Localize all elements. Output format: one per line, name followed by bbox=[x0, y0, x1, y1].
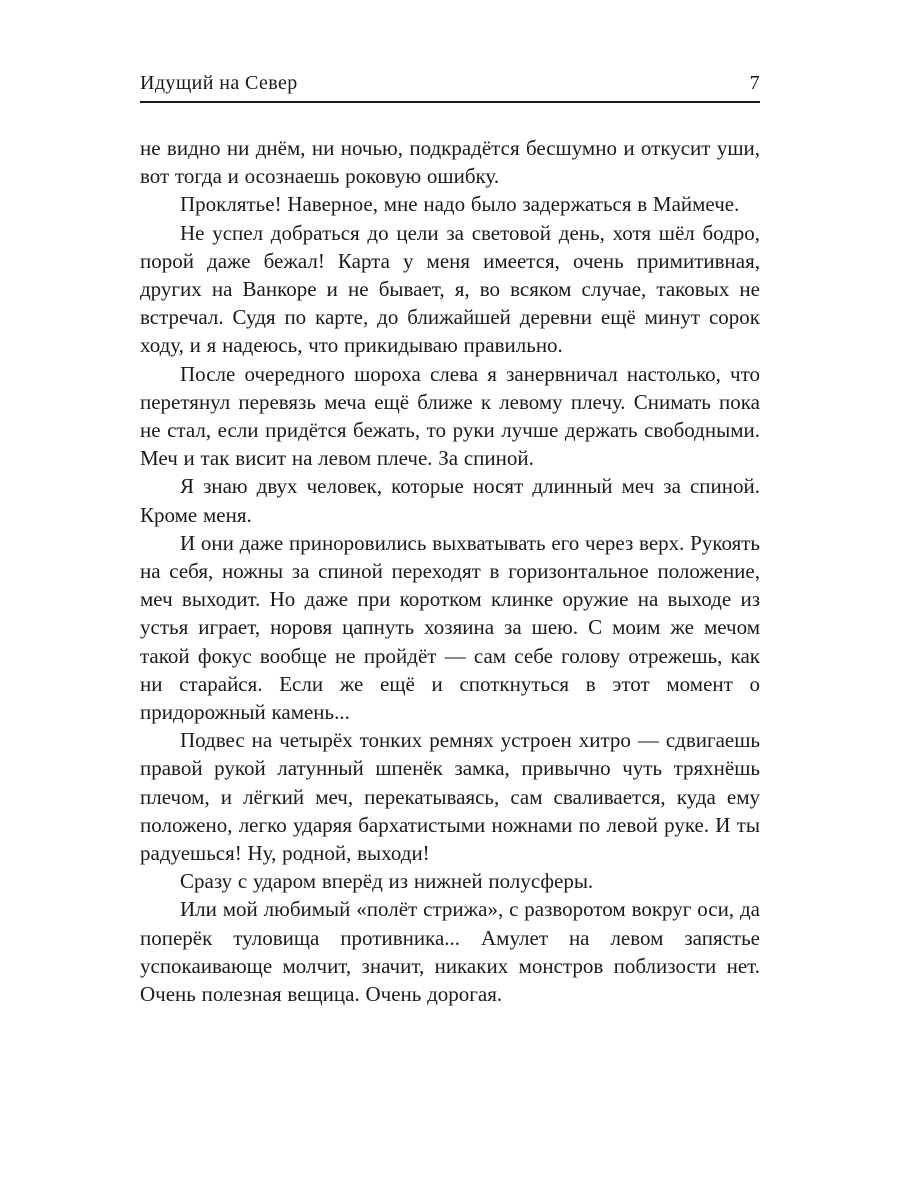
page-number: 7 bbox=[749, 72, 760, 94]
running-title: Идущий на Север bbox=[140, 72, 298, 94]
paragraph: Или мой любимый «полёт стрижа», с разворотом вокруг оси, да поперёк туловища противника... Амулет на левом запястье успокаивающе молчит, значит, никаких монстров поблизости нет. Очень полезная вещица. Очень дорогая. bbox=[140, 897, 760, 1007]
paragraph: не видно ни днём, ни ночью, подкрадётся бесшумно и откусит уши, вот тогда и осознаешь роковую ошибку. bbox=[140, 136, 760, 189]
paragraph: Проклятье! Наверное, мне надо было задержаться в Маймече. bbox=[180, 192, 740, 217]
page-header bbox=[140, 72, 760, 103]
paragraph: И они даже приноровились выхватывать его через верх. Рукоять на себя, ножны за спиной переходят в горизонтальное положение, меч выходит. Но даже при коротком клинке оружие на выходе из устья играет, норовя цапнуть хозяина за шею. С моим же мечом такой фокус вообще не пройдёт — сам себе голову отрежешь, как ни старайся. Если же ещё и споткнуться в этот момент о придорожный камень... bbox=[140, 530, 760, 725]
text-block bbox=[140, 134, 760, 1008]
paragraph: Подвес на четырёх тонких ремнях устроен хитро — сдвигаешь правой рукой латунный шпенёк замка, привычно чуть тряхнёшь плечом, и лёгкий меч, перекатываясь, сам сваливается, куда ему положено, легко ударяя бархатистыми ножнами по левой руке. И ты радуешься! Ну, родной, выходи! bbox=[140, 728, 760, 866]
paragraph: Не успел добраться до цели за световой день, хотя шёл бодро, порой даже бежал! Карта у меня имеется, очень примитивная, других на Ванкоре и не бывает, я, во всяком случае, таковых не встречал. Судя по карте, до ближайшей деревни ещё минут сорок ходу, и я надеюсь, что прикидываю правильно. bbox=[140, 220, 760, 358]
paragraph: Сразу с ударом вперёд из нижней полусферы. bbox=[180, 869, 594, 894]
paragraph: Я знаю двух человек, которые носят длинный меч за спиной. Кроме меня. bbox=[140, 474, 760, 527]
paragraph: После очередного шороха слева я занервничал настолько, что перетянул перевязь меча ещё ближе к левому плечу. Снимать пока не стал, если придётся бежать, то руки лучше держать свободными. Меч и так висит на левом плече. За спиной. bbox=[140, 361, 760, 471]
